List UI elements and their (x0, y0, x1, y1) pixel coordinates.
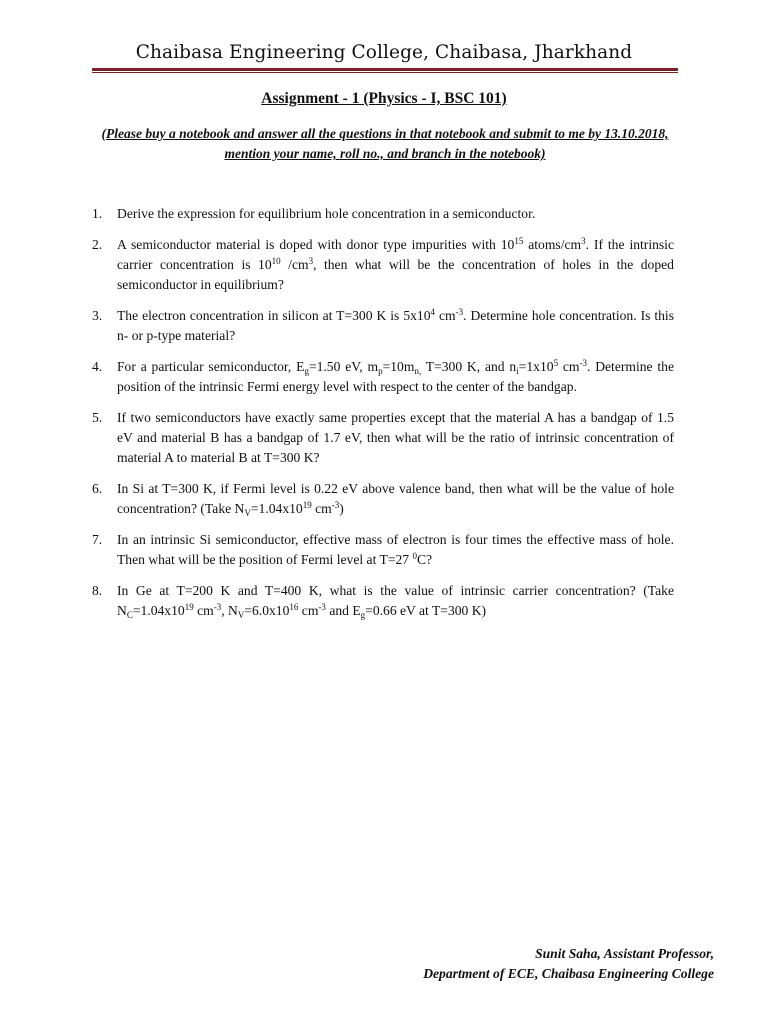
question-item (92, 479, 674, 519)
question-number: 2. (92, 237, 103, 252)
question-number: 4. (92, 359, 103, 374)
question-number: 1. (92, 206, 103, 221)
question-text: Derive the expression for equilibrium hole concentration in a semiconductor. (117, 206, 536, 221)
college-header: Chaibasa Engineering College, Chaibasa, Jharkhand (135, 42, 633, 63)
question-text: If two semiconductors have exactly same properties except that the material A has a bandgap of 1.5 eV and material B has a bandgap of 1.7 eV, then what will be the ratio of intrinsic concentration of material A to material B at T=300 K? (117, 410, 674, 465)
question-number: 6. (92, 481, 103, 496)
question-number: 5. (92, 410, 103, 425)
question-text: The electron concentration in silicon at T=300 K is $5x10^4$ $cm^{-3}$. Determine hole concentration. Is this n- or p-type material? (117, 307, 675, 343)
question-item (92, 235, 674, 295)
author-name-title: Sunit Saha, Assistant Professor, (535, 946, 714, 961)
header-divider (92, 68, 678, 73)
question-text: In Ge at T=200 K and T=400 K, what is the value of intrinsic carrier concentration? (Take $N_C=1.04x10^{19}$ $cm^{-3}$, $N_V=6.0x10^{16}$ $cm^{-3}$ and $E_g=0.66$ eV at T=300 K) (117, 583, 674, 620)
question-list (92, 204, 674, 621)
author-signature (423, 944, 714, 984)
question-text: In Si at T=300 K, if Fermi level is 0.22 eV above valence band, then what will be the value of hole concentration? (Take $N_V=1.04x10^{19}$ $cm^{-3}$) (117, 481, 674, 518)
question-item (92, 530, 674, 570)
author-department: Department of ECE, Chaibasa Engineering College (423, 966, 714, 981)
assignment-title: Assignment - 1 (Physics - I, BSC 101) (261, 90, 507, 107)
submission-instruction: (Please buy a notebook and answer all the questions in that notebook and submit to me by 13.10.2018, mention your name, roll no., and branch in the notebook) (101, 126, 669, 161)
question-item (92, 408, 674, 468)
question-number: 8. (92, 583, 103, 598)
question-item (92, 204, 674, 224)
question-item (92, 357, 674, 397)
question-item (92, 306, 674, 346)
question-number: 3. (92, 308, 103, 323)
question-text: In an intrinsic Si semiconductor, effective mass of electron is four times the effective mass of hole. Then what will be the position of Fermi level at T=27 $^0$C? (117, 532, 674, 567)
question-text: A semiconductor material is doped with donor type impurities with $10^{15}$ atoms/$cm^3$. If the intrinsic carrier concentration is $10^{10}$ $/cm^3$, then what will be the concentration of holes in the doped semiconductor in equilibrium? (117, 236, 674, 292)
question-text: For a particular semiconductor, $E_g=1.50$ eV, $m_p=10m_{n,}$ T=300 K, and $n_i=1x10^5$ $cm^{-3}$. Determine the position of the intrinsic Fermi energy level with respect to the center of the bandgap. (117, 358, 674, 394)
question-number: 7. (92, 532, 103, 547)
question-item (92, 581, 674, 621)
